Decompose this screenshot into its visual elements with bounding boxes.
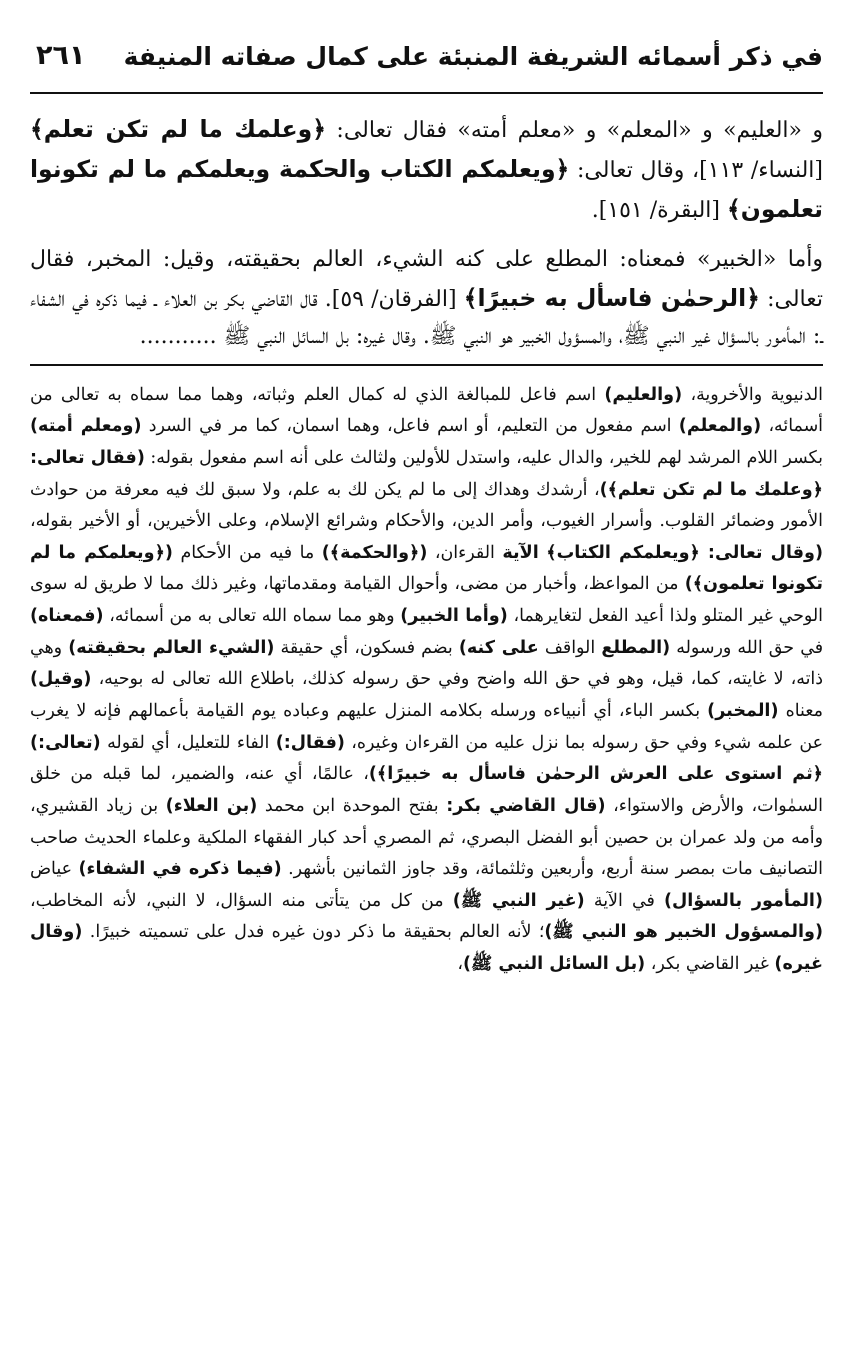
commentary-lemma: (غير النبي ﷺ) [452,890,585,911]
verse-reference: [البقرة/ ١٥١]. [591,197,727,223]
commentary-run: ، [457,953,463,974]
commentary-lemma: ﴿ثم استوى على العرش الرحمٰن فاسأل به خبيرًا﴾) [368,764,823,785]
commentary-run: معناه [778,700,823,721]
commentary-lemma: (والعليم) [604,384,683,405]
commentary-lemma: (وقيل) [30,669,92,690]
verse-reference: [النساء/ ١١٣]، وقال تعالى: [569,157,823,183]
commentary-lemma: الآية [502,542,539,563]
commentary-run: في حق الله ورسوله [670,637,824,658]
commentary-run: ، عالمًا، أي عنه، والضمير، لما قبله من خلق السمٰوات، والأرض والاستواء، [30,764,823,816]
commentary-lemma: (تعالى:) [30,732,101,753]
main-paragraph-alim [30,110,823,230]
commentary-text [30,366,823,981]
main-text [30,94,823,356]
commentary-lemma: (فيما ذكره في الشفاء) [78,858,282,879]
commentary-run: الفاء للتعليل، أي لقوله [100,732,276,753]
commentary-lemma: (وقال غيره) [30,922,823,974]
main-paragraph-khabir [30,242,823,356]
main-text-run: و «العليم» و «المعلم» و «معلم أمته» فقال تعالى: [326,118,824,143]
quran-verse: ﴿وعلمك ما لم تكن تعلم﴾ [30,115,327,143]
commentary-run: الواقف [538,637,602,658]
commentary-lemma: (بل السائل النبي ﷺ) [462,953,646,974]
page-header [30,28,823,94]
commentary-lemma: (المأمور بالسؤال) [663,890,823,911]
running-title: في ذكر أسمائه الشريفة المنبئة على كمال صفاته المنيفة [123,42,823,71]
quran-verse: ﴿الرحمٰن فاسأل به خبيرًا﴾ [463,283,760,312]
quran-verse: ﴿ويعلمكم الكتاب والحكمة ويعلمكم ما لم تكونوا تعلمون﴾ [30,154,823,223]
commentary-run: ، أرشدك وهداك إلى ما لم يكن لك به علم، ولا سبق لك فيه معرفة من حوادث الأمور وضمائر القلوب. وأسرار الغيوب، وأمر الدين، والأحكام وشرائع الإسلام، وعلى الأخيرين، أو الأخير بقوله، [30,479,823,532]
book-page [30,28,823,1348]
commentary-lemma: (الشيء العالم بحقيقته) [68,637,275,658]
commentary-run: وهي ذاته، لا غايته، كما، قيل، وهو في حق الله واضح وفي حق رسوله كذلك، باطلاع الله تعالى له بوحيه، [30,637,823,690]
commentary-run: من المواعظ، وأخبار من مضى، وأحوال القيامة ومقدماتها، وغير ذلك مما لا طريق له سوى الوحي غير المتلو ولذا أعيد الفعل لتغايرهما، [30,574,823,626]
commentary-lemma: (المخبر) [707,700,779,721]
page-number: ٢٦١ [36,40,86,71]
commentary-lemma: (ومعلم أمته) [30,416,142,437]
commentary-lemma: (﴿والحكمة﴾) [321,542,428,563]
commentary-lemma: (بن العلاء) [165,795,258,816]
commentary-run: الدنيوية والأخروية، [682,384,823,405]
commentary-lemma: (وأما الخبير) [400,605,508,626]
commentary-run: ؛ لأنه العالم بحقيقة ما ذكر دون غيره فدل على تسميته خبيرًا. [82,922,545,943]
commentary-lemma: (فقال تعالى: ﴿وعلمك ما لم تكن تعلم﴾) [30,448,823,500]
commentary-run: بفتح الموحدة ابن محمد [257,795,447,816]
commentary-run: عياض [30,858,79,879]
commentary-lemma: على كنه) [458,637,539,658]
commentary-lemma: (والمسؤول الخبير هو النبي ﷺ) [544,922,823,943]
commentary-lemma: (والمعلم) [678,416,762,437]
commentary-run: اسم فاعل للمبالغة الذي له كمال العلم وثباته، وهما مما سماه به تعالى من أسمائه، [30,384,823,437]
commentary-paragraph [30,380,823,981]
commentary-run: اسم مفعول من التعليم، أو اسم فاعل، وهما اسمان، كما مر في السرد [141,416,679,437]
commentary-run: القرءان، [427,542,503,563]
commentary-lemma: (﴿ويعلمكم ما لم تكونوا تعلمون﴾) [30,542,823,595]
commentary-run: وهو مما سماه الله تعالى به من أسمائه، [103,605,401,626]
main-text-run: [الفرقان/ ٥٩]. قال القاضي بكر بن العلاء ـ فيما ذكره في الشفاء ـ: المأمور بالسؤال غير النبي ﷺ، والمسؤول الخبير هو النبي ﷺ. وقال غيره: بل السائل النبي ﷺ ........... [30,286,823,349]
commentary-run: بكسر الباء، أي أنبياءه ورسله بكلامه المنزل عليهم وعباده يوم القيامة بأعمالهم فإنه لا يغرب عن علمه شيء وفي حق رسوله بما نزل عليه من القرءان وغيره، [30,700,824,753]
commentary-run: ما فيه من الأحكام [172,542,322,563]
commentary-lemma: (فقال:) [275,732,345,753]
commentary-lemma: (المطلع [601,637,671,658]
commentary-lemma: (وقال تعالى: ﴿ويعلمكم الكتاب﴾ [546,542,823,563]
commentary-run: في الآية [584,890,664,911]
main-text-run: وأما «الخبير» فمعناه: المطلع على كنه الشيء، العالم بحقيقته، وقيل: المخبر، فقال تعالى: [30,246,823,312]
commentary-run: بن زياد القشيري، وأمه من ولد عمران بن حصين أبو الفضل البصري، ثم المصري أحد كبار الفقهاء الملكية وعلماء الحديث صاحب التصانيف مات بمصر سنة أربع، وأربعين وثلثمائة، وقد جاوز الثمانين بأشهر. [30,795,823,879]
commentary-lemma: (قال القاضي بكر: [446,795,606,816]
commentary-lemma: (فمعناه) [30,605,104,626]
commentary-run: من كل من يتأتى منه السؤال، لا النبي، لأنه المخاطب، [30,890,453,911]
commentary-run: غير القاضي بكر، [645,953,775,974]
commentary-run: بكسر اللام المرشد لهم للخير، والدال عليه، واستدل للأولين ولثالث على أنه اسم مفعول بقوله: [144,448,823,469]
commentary-run: بضم فسكون، أي حقيقة [274,637,459,658]
